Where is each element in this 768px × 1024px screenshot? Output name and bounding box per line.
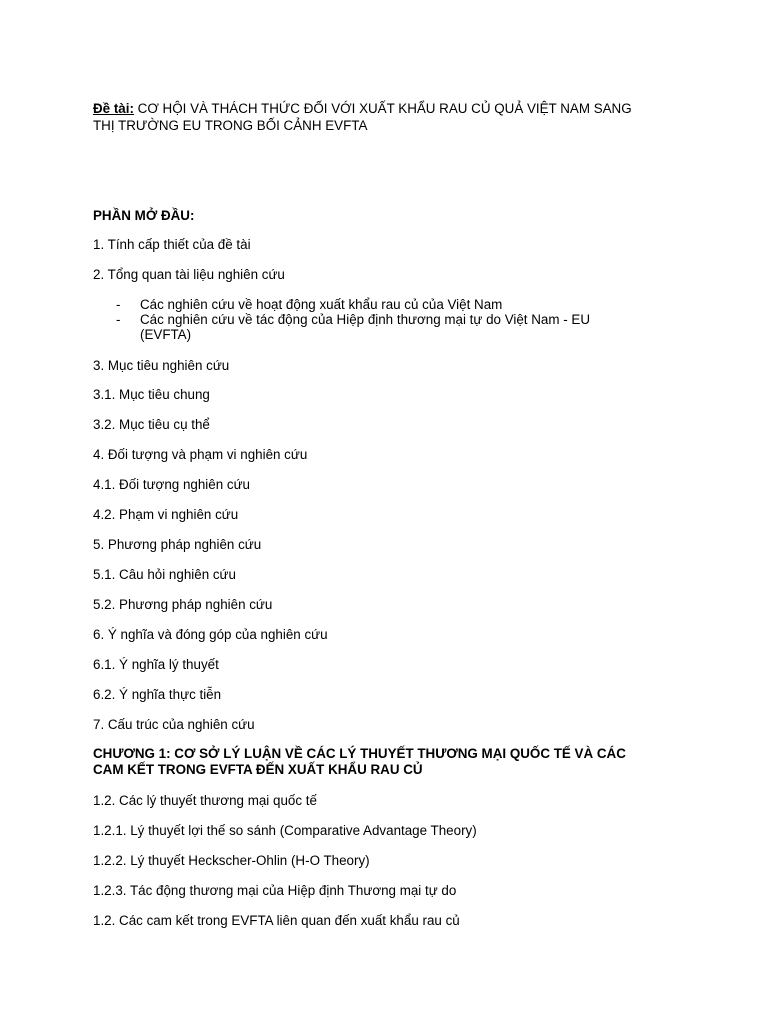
toc-item-5: 5. Phương pháp nghiên cứu: [93, 537, 262, 552]
toc-item-6: 6. Ý nghĩa và đóng góp của nghiên cứu: [93, 627, 328, 642]
document-title-line-2: THỊ TRƯỜNG EU TRONG BỐI CẢNH EVFTA: [93, 118, 368, 133]
toc-item-1-2-commitments: 1.2. Các cam kết trong EVFTA liên quan đến xuất khẩu rau củ: [93, 913, 460, 928]
bullet-item-line-1: Các nghiên cứu về tác động của Hiệp định thương mại tự do Việt Nam - EU: [140, 312, 591, 327]
toc-item-1: 1. Tính cấp thiết của đề tài: [93, 237, 251, 252]
toc-item-1-2-3: 1.2.3. Tác động thương mại của Hiệp định Thương mại tự do: [93, 883, 457, 898]
toc-item-1-2-2: 1.2.2. Lý thuyết Heckscher-Ohlin (H-O Theory): [93, 853, 370, 868]
toc-item-3-2: 3.2. Mục tiêu cụ thể: [93, 417, 210, 432]
chapter-1-heading-line-2: CAM KẾT TRONG EVFTA ĐẾN XUẤT KHẨU RAU CỦ: [93, 762, 423, 777]
toc-item-7: 7. Cấu trúc của nghiên cứu: [93, 717, 255, 732]
intro-heading: PHẦN MỞ ĐẦU:: [93, 208, 195, 223]
toc-item-5-1: 5.1. Câu hỏi nghiên cứu: [93, 567, 236, 582]
chapter-1-heading: [93, 746, 713, 778]
toc-item-1-2-1: 1.2.1. Lý thuyết lợi thế so sánh (Comparative Advantage Theory): [93, 823, 477, 838]
toc-item-4: 4. Đối tượng và phạm vi nghiên cứu: [93, 447, 308, 462]
bullet-item: [140, 312, 660, 342]
toc-item-2: 2. Tổng quan tài liệu nghiên cứu: [93, 267, 285, 282]
bullet-item: Các nghiên cứu về hoạt động xuất khẩu rau củ của Việt Nam: [140, 297, 503, 312]
toc-item-6-1: 6.1. Ý nghĩa lý thuyết: [93, 657, 219, 672]
bullet-item-line-2: (EVFTA): [140, 327, 192, 342]
toc-item-3-1: 3.1. Mục tiêu chung: [93, 387, 210, 402]
title-text-1: CƠ HỘI VÀ THÁCH THỨC ĐỐI VỚI XUẤT KHẨU RAU CỦ QUẢ VIỆT NAM SANG: [137, 101, 632, 116]
chapter-1-heading-line-1: CHƯƠNG 1: CƠ SỞ LÝ LUẬN VỀ CÁC LÝ THUYẾT THƯƠNG MẠI QUỐC TẾ VÀ CÁC: [93, 746, 626, 761]
toc-item-4-2: 4.2. Phạm vi nghiên cứu: [93, 507, 239, 522]
toc-item-6-2: 6.2. Ý nghĩa thực tiễn: [93, 687, 222, 702]
bullet-dash: -: [116, 312, 121, 327]
bullet-dash: -: [116, 297, 121, 312]
toc-item-5-2: 5.2. Phương pháp nghiên cứu: [93, 597, 273, 612]
toc-item-3: 3. Mục tiêu nghiên cứu: [93, 358, 230, 373]
toc-item-4-1: 4.1. Đối tượng nghiên cứu: [93, 477, 250, 492]
toc-item-1-2: 1.2. Các lý thuyết thương mại quốc tế: [93, 793, 317, 808]
title-label: Đề tài:: [93, 101, 134, 116]
document-title-line-1: [93, 101, 632, 117]
